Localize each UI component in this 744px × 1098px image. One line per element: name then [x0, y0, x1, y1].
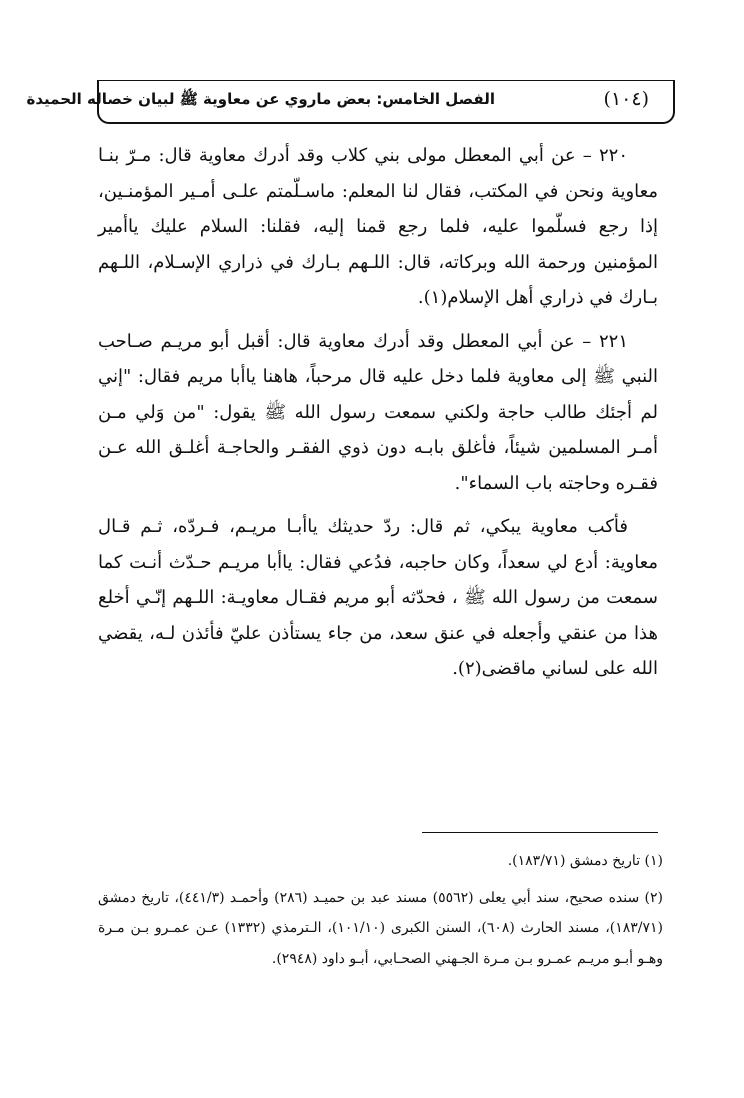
page-number: (١٠٤) [603, 88, 649, 110]
continuation-paragraph: فأكب معاوية يبكي، ثم قال: ردّ حديثك ياأبـا مريـم، فـردّه، ثـم قـال معاوية: أدع لي سعداً، وكان حاجبه، فدُعي فقال: ياأبا مريـم حـدّث أنـت كما سمعت من رسول الله ﷺ ، فحدّثه أبو مريم فقـال معاويـة: اللـهم إنّـي أخلع هذا من عنقي وأجعله في عنق سعد، من جاء يستأذن عليّ فأئذن لـه، يقضي الله على لساني ماقضى(٢). [98, 516, 658, 679]
footnotes [98, 846, 663, 974]
footnote-divider [422, 832, 658, 833]
chapter-title: الفصل الخامس: بعض ماروي عن معاوية ﷺ لبيان خصاله الحميدة [26, 90, 495, 108]
footnote-1: (١) تاريخ دمشق (١٨٣/٧١). [507, 853, 663, 869]
footnote-2: (٢) سنده صحيح، سند أبي يعلى (٥٥٦٢) مسند عبد بن حميـد (٢٨٦) وأحمـد (٤٤١/٣)، تاريخ دمشق (١٨٣/٧١)، مسند الحارث (٦٠٨)، السنن الكبرى (١٠١/١٠)، الـترمذي (١٣٣٢) عـن عمـرو بـن مـرة وهـو أبـو مريـم عمـرو بـن مـرة الجـهني الصحـابي، أبـو داود (٢٩٤٨). [98, 889, 664, 967]
hadith-221-paragraph: ٢٢١ – عن أبي المعطل وقد أدرك معاوية قال: أقبل أبو مريـم صـاحب النبي ﷺ إلى معاوية فلما دخل عليه قال مرحباً، هاهنا ياأبا مريم فقال: "إني لم أجئك طالب حاجة ولكني سمعت رسول الله ﷺ يقول: "من وَلي مـن أمـر المسلمين شيئاً، فأغلق بابـه دون ذوي الفقـر والحاجـة أغلـق الله عـن فقـره وحاجته باب السماء". [98, 330, 658, 494]
running-header [26, 80, 675, 124]
hadith-220-paragraph: ٢٢٠ – عن أبي المعطل مولى بني كلاب وقد أدرك معاوية قال: مـرّ بنـا معاوية ونحن في المكتب، فقال لنا المعلم: ماسـلّمتم علـى أمـير المؤمنـين، إذا رجع فسلّموا عليه، فلما رجع قمنا إليه، فقلنا: السلام عليك ياأمير المؤمنين ورحمة الله وبركاته، قال: اللـهم بـارك في ذراري الإسـلام، اللـهم بـارك في ذراري أهل الإسلام(١). [98, 145, 658, 308]
main-text [98, 138, 658, 687]
